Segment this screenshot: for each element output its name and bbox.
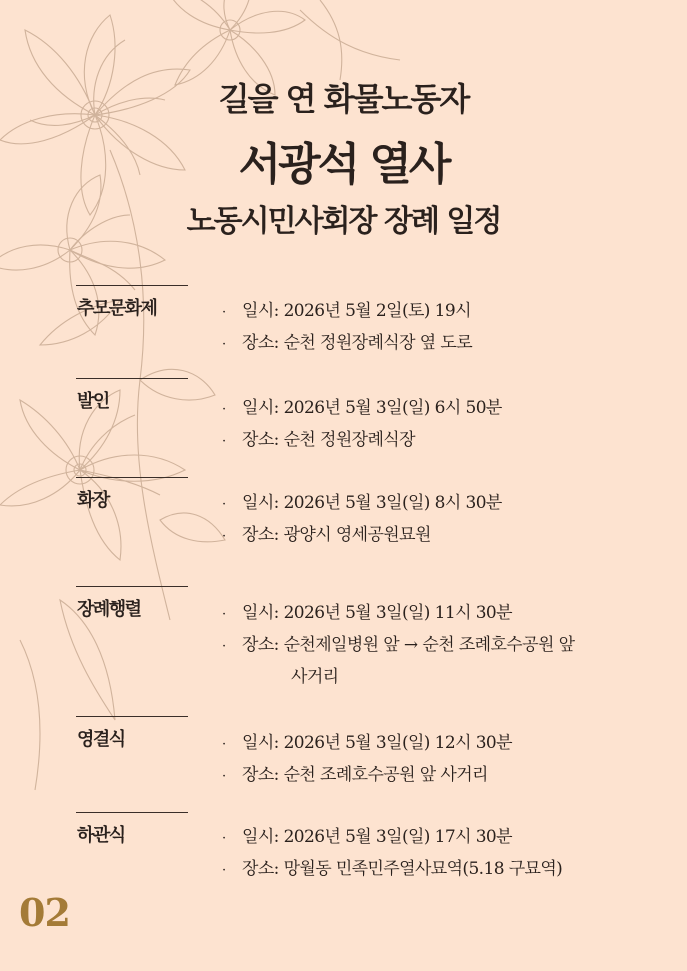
bullet: · — [222, 402, 226, 417]
event-place-line — [222, 328, 472, 353]
bullet: · — [222, 305, 226, 320]
event-date-line — [222, 598, 512, 623]
event-place: 장소: 순천 정원장례식장 옆 도로 — [242, 333, 473, 353]
event-date: 일시: 2026년 5월 3일(일) 11시 30분 — [242, 603, 512, 623]
bullet: · — [222, 337, 226, 352]
page-number: 02 — [19, 890, 70, 935]
section-divider — [76, 378, 188, 379]
event-date: 일시: 2026년 5월 3일(일) 12시 30분 — [242, 733, 512, 753]
event-place: 장소: 순천제일병원 앞 → 순천 조례호수공원 앞 — [242, 635, 575, 655]
event-place-line — [222, 520, 431, 545]
event-place: 장소: 순천 조례호수공원 앞 사거리 — [242, 765, 488, 785]
bullet: · — [222, 863, 226, 878]
bullet: · — [222, 769, 226, 784]
event-date-line — [222, 822, 512, 847]
event-name: 추모문화제 — [77, 298, 157, 319]
header-name: 서광석 열사 — [238, 139, 449, 190]
event-name: 발인 — [77, 391, 109, 412]
event-date: 일시: 2026년 5월 2일(토) 19시 — [242, 301, 471, 321]
event-date-line — [222, 488, 502, 513]
header-subtitle: 길을 연 화물노동자 — [218, 80, 469, 118]
event-date: 일시: 2026년 5월 3일(일) 8시 30분 — [242, 493, 502, 513]
event-name: 하관식 — [77, 825, 125, 846]
event-place: 장소: 광양시 영세공원묘원 — [242, 525, 431, 545]
event-place-line — [222, 630, 574, 655]
header-title: 노동시민사회장 장례 일정 — [186, 204, 501, 239]
event-name: 영결식 — [77, 729, 125, 750]
event-place-continued: 사거리 — [291, 667, 339, 687]
event-place-line — [222, 760, 488, 785]
bullet: · — [222, 831, 226, 846]
bullet: · — [222, 497, 226, 512]
bullet: · — [222, 737, 226, 752]
section-divider — [76, 812, 188, 813]
event-name: 화장 — [77, 490, 109, 511]
bullet: · — [222, 607, 226, 622]
event-name: 장례행렬 — [77, 599, 141, 620]
bullet: · — [222, 434, 226, 449]
event-date: 일시: 2026년 5월 3일(일) 6시 50분 — [242, 398, 502, 418]
event-date: 일시: 2026년 5월 3일(일) 17시 30분 — [242, 827, 512, 847]
section-divider — [76, 716, 188, 717]
bullet: · — [222, 639, 226, 654]
event-date-line — [222, 728, 512, 753]
event-place: 장소: 망월동 민족민주열사묘역(5.18 구묘역) — [242, 859, 563, 879]
section-divider — [76, 477, 188, 478]
event-date-line — [222, 296, 471, 321]
bullet: · — [222, 529, 226, 544]
event-place: 장소: 순천 정원장례식장 — [242, 430, 415, 450]
section-divider — [76, 285, 188, 286]
event-date-line — [222, 393, 502, 418]
event-place-line — [222, 854, 562, 879]
section-divider — [76, 586, 188, 587]
event-place-line — [222, 425, 415, 450]
